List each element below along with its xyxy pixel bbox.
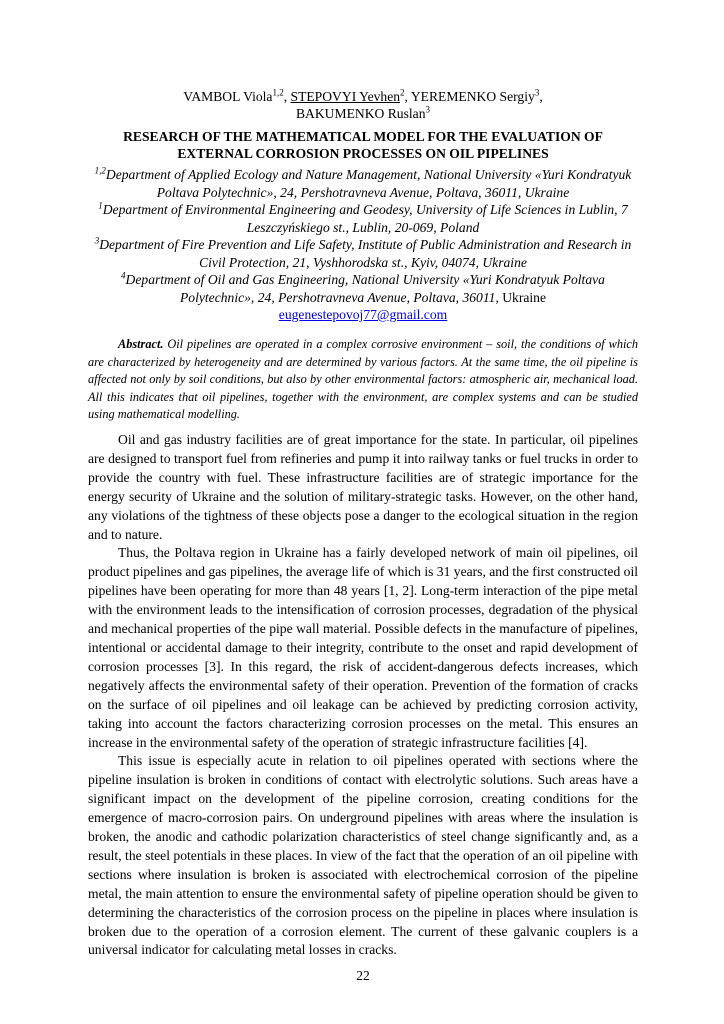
author-affiliation-mark: 3 [534, 87, 540, 98]
author-separator: , [404, 89, 411, 104]
affiliations [88, 166, 638, 324]
body-paragraph: Oil and gas industry facilities are of great importance for the state. In particular, oil pipelines are designed to transport fuel from refineries and pump it into railway tanks or fuel trucks in order to provide the country with fuel. These infrastructure facilities are of strategic importance for the energy security of Ukraine and the solution of military-strategic tasks. However, on the other hand, any violations of the tightness of these objects pose a danger to the ecological situation in the region and to nature. [88, 432, 638, 542]
affiliation [88, 166, 638, 201]
affiliation-text: Department of Applied Ecology and Nature Management, National University «Yuri Kondratyuk Poltava Polytechnic», 24, Pershotravneva Avenue, Poltava, 36011, Ukraine [105, 167, 632, 200]
author-affiliation-mark: 2 [400, 87, 405, 98]
affiliation [88, 271, 638, 306]
paper-title [88, 128, 638, 162]
email-link[interactable]: eugenestepovoj77@gmail.com [278, 307, 448, 322]
author-separator: , [283, 89, 291, 104]
page-number: 22 [356, 968, 370, 983]
author-affiliation-mark: 3 [425, 104, 431, 115]
affiliation-text: Department of Oil and Gas Engineering, National University «Yuri Kondratyuk Poltava Polytechnic», 24, Pershotravneva Avenue, Poltava, 36011 [125, 272, 605, 305]
affiliation [88, 236, 638, 271]
author-name: YEREMENKO Sergiy [410, 89, 535, 104]
body-paragraph: Thus, the Poltava region in Ukraine has a fairly developed network of main oil pipelines, oil product pipelines and gas pipelines, the average life of which is 31 years, and the first constructed oil pipelines have been operating for more than 48 years [1, 2]. Long-term interaction of the pipe metal with the environment leads to the intensification of corrosion processes, degradation of the physical and mechanical properties of the pipe wall material. Possible defects in the manufacture of pipelines, intentional or accidental damage to their integrity, contribute to the onset and rapid development of corrosion processes [3]. In this regard, the risk of accident-dangerous defects increases, which negatively affects the environmental safety of their operation. Prevention of the formation of cracks on the surface of oil pipelines and oil leakage can be achieved by predicting corrosion activity, taking into account the factors characterizing corrosion processes on the metal. This ensures an increase in the environmental safety of the operation of strategic infrastructure facilities [4]. [88, 545, 639, 750]
affiliation [88, 201, 638, 236]
corresponding-author-name: STEPOVYI Yevhen [290, 89, 401, 104]
affiliation-mark: 4 [121, 270, 126, 281]
abstract-label: Abstract. [118, 337, 164, 351]
affiliation-mark: 3 [94, 235, 100, 246]
affiliation-text: Department of Fire Prevention and Life Safety, Institute of Public Administration and Research in Civil Protection, 21, Vyshhorodska st., Kyiv, 04074, Ukraine [99, 237, 632, 270]
abstract [88, 336, 638, 424]
body-paragraph: This issue is especially acute in relation to oil pipelines operated with sections where the pipeline insulation is broken in conditions of contact with electrolytic solutions. Such areas have a significant impact on the development of the pipeline corrosion, creating conditions for the emergence of macro-corrosion pairs. On underground pipelines with areas where the insulation is broken, the anodic and cathodic polarization characteristics of steel change significantly and, as a result, the steel potentials in these places. In view of the fact that the operation of an oil pipeline with sections where insulation is broken is associated with electrochemical corrosion of the pipeline metal, the main attention to ensure the environmental safety of pipeline operation should be given to determining the characteristics of the corrosion process on the pipeline in places where insulation is broken due to the operation of a corrosion element. The current of these galvanic couplers is a universal indicator for calculating metal losses in cracks. [88, 753, 638, 958]
abstract-text: Oil pipelines are operated in a complex corrosive environment – soil, the conditions of which are characterized by heterogeneity and are determined by various factors. At the same time, the oil pipeline is affected not only by soil conditions, but also by other environmental factors: atmospheric air, mechanical load. All this indicates that oil pipelines, together with the environment, are complex systems and can be studied using mathematical modelling. [88, 337, 638, 421]
affiliation-mark: 1,2 [94, 165, 106, 176]
author-separator: , [539, 89, 543, 104]
affiliation-country: , Ukraine [495, 289, 547, 305]
author-affiliation-mark: 1,2 [272, 87, 284, 98]
author-list [88, 88, 638, 122]
title-line: RESEARCH OF THE MATHEMATICAL MODEL FOR THE EVALUATION OF [123, 129, 603, 144]
affiliation-text: Department of Environmental Engineering and Geodesy, University of Life Sciences in Lublin, 7 Leszczyńskiego st., Lublin, 20-069, Poland [102, 202, 628, 235]
author-name: BAKUMENKO Ruslan [295, 106, 426, 121]
affiliation-mark: 1 [98, 200, 103, 211]
body-text [88, 431, 638, 960]
author-name: VAMBOL Viola [183, 89, 273, 104]
title-line: EXTERNAL CORROSION PROCESSES ON OIL PIPELINES [177, 146, 549, 161]
